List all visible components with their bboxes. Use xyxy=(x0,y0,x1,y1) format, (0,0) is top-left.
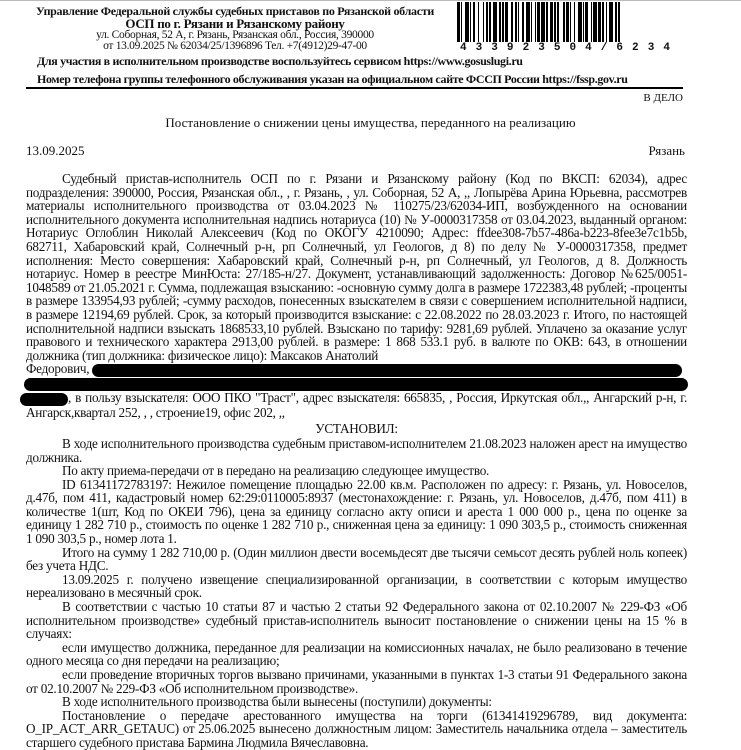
gosuslugi-note: Для участия в исполнительном производстве воспользуйтесь сервисом https://www.gosuslugi.ru xyxy=(37,54,523,68)
barcode-digit: 9 xyxy=(506,42,514,54)
v-delo-mark: В ДЕЛО xyxy=(643,92,683,104)
body-paragraph: В ходе исполнительного производства судебным приставом-исполнителем 21.08.2023 наложен арест на имущество должника. xyxy=(26,435,687,465)
barcode-digit: 4 xyxy=(460,42,467,54)
body-paragraph: Итого на сумму 1 282 710,00 р. (Один миллион двести восемьдесят две тысячи семьсот десять рублей ноль копеек) без учета НДС. xyxy=(26,544,687,574)
barcode-digit: 4 xyxy=(585,42,592,54)
doc-reference: от 13.09.2025 № 62034/25/1396896 Тел. +7(4912)29-47-00 xyxy=(103,40,367,52)
document-city: Рязань xyxy=(648,143,685,158)
body-paragraph: В ходе исполнительного производства были вынесены (поступили) документы: xyxy=(62,694,492,710)
barcode-number xyxy=(460,42,670,54)
document-date: 13.09.2025 xyxy=(26,143,85,158)
org-name: Управление Федеральной службы судебных приставов по Рязанской области xyxy=(36,4,434,18)
dept-address: ул. Соборная, 52 А, г. Рязань, Рязанская обл., Россия, 390000 xyxy=(96,29,374,41)
debtor-name-tail: Федорович, xyxy=(26,361,90,377)
body-paragraph: 13.09.2025 г. получено извещение специализированной организации, в соответствии с которым имущество нереализовано в месячный срок. xyxy=(26,571,687,601)
body-paragraph: В соответствии с частью 10 статьи 87 и частью 2 статьи 92 Федерального закона от 02.10.2007 № 229-ФЗ «Об исполнительном производстве» судебный пристав-исполнитель выносит постановление о снижении цены на 15 % в случаях: xyxy=(26,599,687,642)
redacted-line xyxy=(26,377,687,391)
phone-note: Номер телефона группы телефонного обслуживания указан на официальном сайте ФССП России https://fssp.gov.ru xyxy=(37,72,628,86)
barcode-digit: 5 xyxy=(553,42,561,54)
intro-paragraph xyxy=(26,172,687,419)
barcode-digit: 6 xyxy=(616,42,624,54)
barcode-digit: 3 xyxy=(538,42,545,54)
findings xyxy=(26,437,687,750)
document-body xyxy=(26,172,687,750)
barcode xyxy=(457,2,671,42)
established-heading: УСТАНОВИЛ: xyxy=(315,421,398,437)
intro-text: Судебный пристав-исполнитель ОСП по г. Рязани и Рязанскому району (Код по ВКСП: 62034), адрес подразделения: 390000, Россия, Рязанская обл., , г. Рязань, , ул. Соборная, 52 А, ,, Лопырёва Арина Юрьевна, рассмотрев материалы исполнительного производства от 03.04.2023 № 110275/23/62034-ИП, возбужденного на основании исполнительного документа исполнительная надпись нотариуса (10) № У-0000317358 от 03.04.2023, выданный органом: Нотариус Оглоблин Николай Алексеевич (Код по ОКОГУ 4210090; Адрес: ffdee308-7b57-486a-b223-8fee3e7c1b5b, 682711, Хабаровский край, Солнечный р-н, рп Солнечный, ул Геологов, д 8) по делу № У-0000317358, предмет исполнения: Место совершения: Хабаровский край, Солнечный р-н, рп Солнечный, ул Геологов, д 8. Должность нотариус. Номер в реестре МинЮста: 27/185-н/27. Документ, устанавливающий задолженность: Договор №625/0051-1048589 от 21.05.2021 г. Сумма, подлежащая взысканию: -основную сумму долга в размере 1722383,48 рублей; -проценты в размере 133954,93 рублей; -сумму расходов, понесенных взыскателем в связи с совершением исполнительной надписи, в размере 12194,69 рублей. Срок, за который производится взыскание: с 22.08.2022 по 28.03.2023 г. Итого, по настоящей исполнительной надписи взыскать 1868533,10 рублей. Взыскано по тарифу: 9281,69 рублей. Уплачено за оказание услуг правового и технического характера 2913,00 рублей. в размере: 1 868 533.1 руб. в валюте по ОКВ: 643, в отношении должника (тип должника: физическое лицо): Максаков Анатолий xyxy=(26,171,687,363)
barcode-digit: 2 xyxy=(632,42,639,54)
header-divider xyxy=(26,87,683,89)
dept-name: ОСП по г. Рязани и Рязанскому району xyxy=(125,16,345,31)
barcode-bar xyxy=(620,2,621,42)
body-paragraph: если проведение вторичных торгов вызвано причинами, указанными в пунктах 1-3 статьи 91 Федерального закона от 02.10.2007 № 229-ФЗ «Об исполнительном производстве». xyxy=(26,667,687,696)
letterhead xyxy=(20,5,450,52)
creditor-text: , в пользу взыскателя: ООО ПКО "Траст", адрес взыскателя: 665835, , Россия, Иркутская обл.,, Ангарский р-н, г. Ангарск,квартал 252, , , строение19, офис 202, ,, xyxy=(26,390,687,420)
body-paragraph: По акту приема-передачи от в передано на реализацию следующее имущество. xyxy=(62,463,490,479)
page-top-border xyxy=(0,0,741,1)
barcode-digit: / xyxy=(600,42,608,54)
barcode-digit: 3 xyxy=(647,42,655,54)
redaction xyxy=(92,364,682,377)
barcode-digit: 3 xyxy=(491,42,498,54)
body-paragraph: ID 61341172783197: Нежилое помещение площадью 22.00 кв.м. Расположен по адресу: г. Рязань, ул. Новоселов, д.47б, пом 411, кадастровый номер 62:29:0110005:8937 (местонахождение: г. Рязань, ул. Новоселов, д.47б, пом 411) в количестве 1(шт, Код по ОКЕИ 796), цена за единицу согласно акту описи и ареста 1 000 000 р., цена по оценке за единицу 1 282 710 р., стоимость по оценке 1 282 710 р., сниженная цена за единицу: 1 090 303,5 р., стоимость сниженная 1 090 303,5 р., номер лота 1. xyxy=(26,476,687,547)
body-paragraph: если имущество должника, переданное для реализации на комиссионных началах, не было реализовано в течение одного месяца со дня передачи на реализацию; xyxy=(26,639,687,669)
barcode-digit: 2 xyxy=(522,42,530,54)
creditor-line xyxy=(26,391,687,419)
barcode-digit: 0 xyxy=(569,42,577,54)
barcode-digit: 4 xyxy=(663,42,670,54)
barcode-digit: 3 xyxy=(475,42,483,54)
body-paragraph: Постановление о передаче арестованного имущества на торги (61341419296789, вид документа: O_IP_ACT_ARR_GETAUC) от 25.06.2025 вынесено должностным лицом: Заместитель начальника отдела – заместитель старшего судебного пристава Бармина Людмила Вячеславовна. xyxy=(26,707,687,750)
redacted-block xyxy=(26,362,687,376)
document-title: Постановление о снижении цены имущества, переданного на реализацию xyxy=(165,115,576,130)
